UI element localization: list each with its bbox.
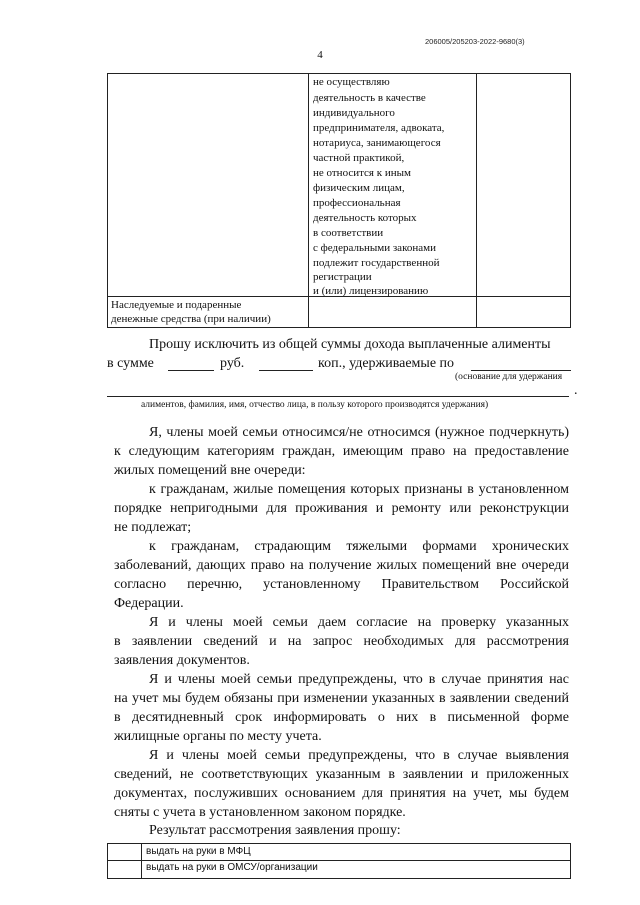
paragraph-line: к гражданам, жилые помещения которых признаны в установленном [149,482,569,497]
result-table-row-divider [107,860,570,861]
recipient-field-underline[interactable] [107,396,569,397]
paragraph-line: сведений, не соответствующих указанным в заявлении и приложенных [114,767,569,782]
cell-line: деятельность которых [313,212,417,224]
basis-note: (основание для удержания [455,372,563,382]
alimony-kop: коп., удерживаемые по [318,356,455,371]
result-option-checkbox[interactable] [108,844,141,860]
document-number: 206005/205203-2022-9680(3) [425,37,525,46]
paragraph-line: порядке непригодными для проживания и ремонту или реконструкции [114,501,569,516]
recipient-footnote: алиментов, фамилия, имя, отчество лица, в пользу которого производятся удержания) [141,400,489,410]
page-number: 4 [317,49,323,61]
cell-line: с федеральными законами [313,242,436,254]
cell-line: регистрации [313,271,372,283]
paragraph-line: к гражданам, страдающим тяжелыми формами хронических [149,539,569,554]
cell-line: подлежит государственной [313,257,440,269]
paragraph-line: документах, послуживших основанием для принятия на учет, мы будем [114,786,569,801]
cell-line: не осуществляю [313,76,390,88]
result-label: Результат рассмотрения заявления прошу: [149,823,401,838]
cell-line: деятельность в качестве [313,92,426,104]
paragraph-line: согласно перечню, установленному Правительством Российской [114,577,569,592]
paragraph-line: жилых помещений вне очереди: [114,463,306,478]
result-option-checkbox[interactable] [108,861,141,877]
paragraph-line: Я и члены моей семьи предупреждены, что в случае выявления [149,748,569,763]
result-option-label: выдать на руки в ОМСУ/организации [146,862,318,873]
kop-field-underline[interactable] [259,370,313,371]
rub-field-underline[interactable] [168,370,214,371]
paragraph-line: сняты с учета в установленном законом порядке. [114,805,406,820]
cell-line: и (или) лицензированию [313,285,429,297]
cell-line: физическим лицам, [313,182,405,194]
cell-inherited-line: денежные средства (при наличии) [111,313,271,325]
alimony-line: Прошу исключить из общей суммы дохода выплаченные алименты [149,337,551,352]
alimony-rub: руб. [220,356,245,371]
line-end-dot: . [574,383,578,398]
table-divider [308,73,309,327]
result-option-label: выдать на руки в МФЦ [146,846,251,857]
paragraph-line: на учет мы будем обязаны при изменении указанных в заявлении сведений [114,691,569,706]
paragraph-line: жилищные органы по месту учета. [114,729,322,744]
cell-line: частной практикой, [313,152,405,164]
table-divider [476,73,477,327]
paragraph-line: Я и члены моей семьи даем согласие на проверку указанных [149,615,569,630]
cell-inherited-line: Наследуемые и подаренные [111,299,242,311]
paragraph-line: в заявлении сведений и на запрос необходимых для рассмотрения [114,634,569,649]
cell-line: нотариуса, занимающегося [313,137,441,149]
paragraph-line: заболеваний, дающих право на получение жилых помещений вне очереди [114,558,569,573]
paragraph-line: в десятидневный срок информировать о них в письменной форме [114,710,569,725]
cell-line: профессиональная [313,197,401,209]
paragraph-line: Федерации. [114,596,184,611]
cell-line: индивидуального [313,107,395,119]
paragraph-line: заявления документов. [114,653,250,668]
cell-line: предпринимателя, адвоката, [313,122,445,134]
paragraph-line: Я, члены моей семьи относимся/не относимся (нужное подчеркнуть) [149,425,569,440]
cell-line: не относится к иным [313,167,411,179]
paragraph-line: Я и члены моей семьи предупреждены, что в случае принятия нас [149,672,569,687]
paragraph-line: не подлежат; [114,520,192,535]
paragraph-line: к следующим категориям граждан, имеющим право на предоставление [114,444,569,459]
basis-field-underline[interactable] [471,370,571,371]
alimony-in-sum: в сумме [107,356,154,371]
cell-line: в соответствии [313,227,384,239]
